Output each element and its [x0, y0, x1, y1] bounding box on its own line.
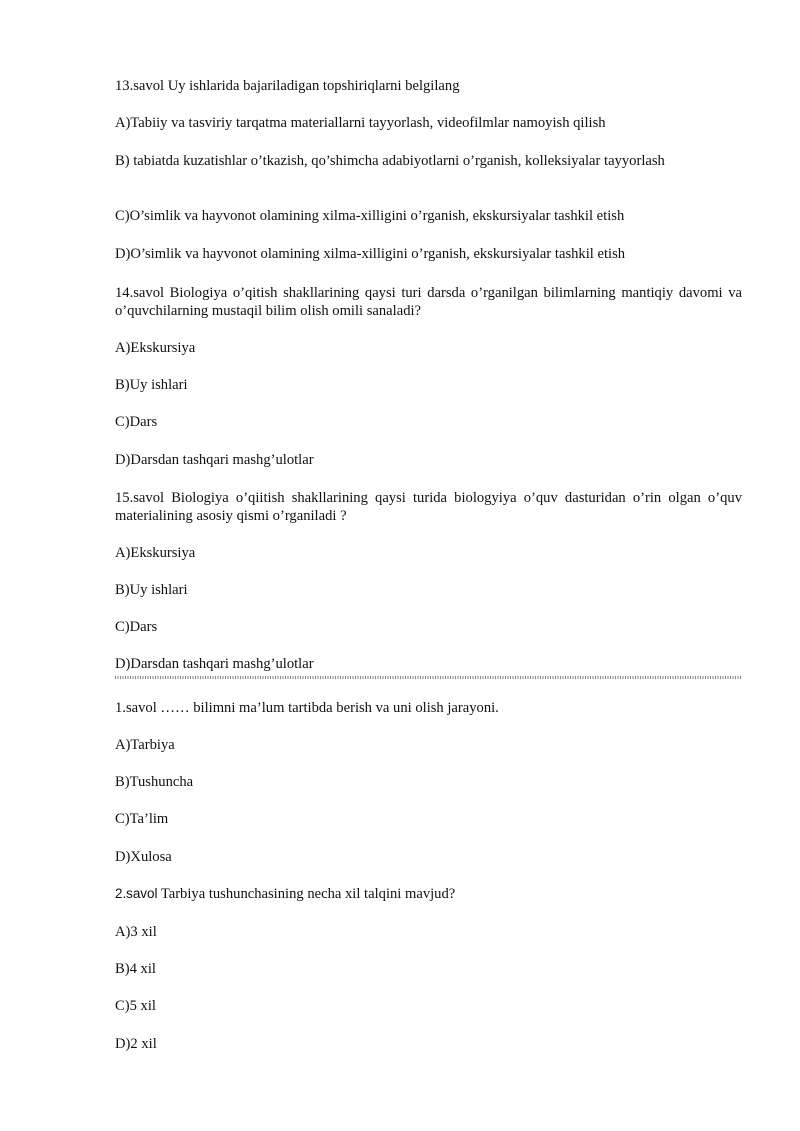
question-15-option-b: B)Uy ishlari: [115, 582, 188, 598]
question-15-title: 15.savol Biologiya o’qiitish shakllarining qaysi turida biologyiya o’quv dasturidan o’rin olgan o’quv materialining asosiy qismi o’rganiladi ?: [115, 490, 742, 524]
question-14-option-a: A)Ekskursiya: [115, 340, 196, 356]
question-1-option-d: D)Xulosa: [115, 849, 172, 865]
question-15-option-a: A)Ekskursiya: [115, 545, 196, 561]
question-2-text: Tarbiya tushunchasining necha xil talqini mavjud?: [157, 886, 456, 902]
question-13-option-d: D)O’simlik va hayvonot olamining xilma-xilligini o’rganish, ekskursiyalar tashkil etish: [115, 246, 626, 262]
question-2-option-c: C)5 xil: [115, 998, 156, 1014]
question-15-option-c: C)Dars: [115, 619, 158, 635]
dotted-separator: [115, 676, 742, 679]
question-1-option-c: C)Ta’lim: [115, 811, 169, 827]
question-13-option-c: C)O’simlik va hayvonot olamining xilma-xilligini o’rganish, ekskursiyalar tashkil etish: [115, 208, 625, 224]
question-13-option-a: A)Tabiiy va tasviriy tarqatma materiallarni tayyorlash, videofilmlar namoyish qilish: [115, 115, 606, 131]
question-13-option-b: B) tabiatda kuzatishlar o’tkazish, qo’shimcha adabiyotlarni o’rganish, kolleksiyalar tayyorlash: [115, 153, 665, 169]
question-2-option-b: B)4 xil: [115, 961, 156, 977]
question-2-title: [115, 885, 742, 903]
question-2-option-d: D)2 xil: [115, 1036, 157, 1052]
question-14-option-b: B)Uy ishlari: [115, 377, 188, 393]
question-14-title: 14.savol Biologiya o’qitish shakllarining qaysi turi darsda o’rganilgan bilimlarning mantiqiy davomi va o’quvchilarning mustaqil bilim olish omili sanaladi?: [115, 285, 742, 319]
question-14-option-d: D)Darsdan tashqari mashg’ulotlar: [115, 452, 314, 468]
question-1-option-b: B)Tushuncha: [115, 774, 194, 790]
question-2-prefix: 2.savol: [115, 886, 158, 901]
question-15-option-d: D)Darsdan tashqari mashg’ulotlar: [115, 656, 314, 672]
question-14-option-c: C)Dars: [115, 414, 158, 430]
question-1-option-a: A)Tarbiya: [115, 737, 175, 753]
question-13-title: 13.savol Uy ishlarida bajariladigan topshiriqlarni belgilang: [115, 78, 460, 94]
question-2-option-a: A)3 xil: [115, 924, 157, 940]
question-1-title: 1.savol …… bilimni ma’lum tartibda berish va uni olish jarayoni.: [115, 700, 499, 716]
